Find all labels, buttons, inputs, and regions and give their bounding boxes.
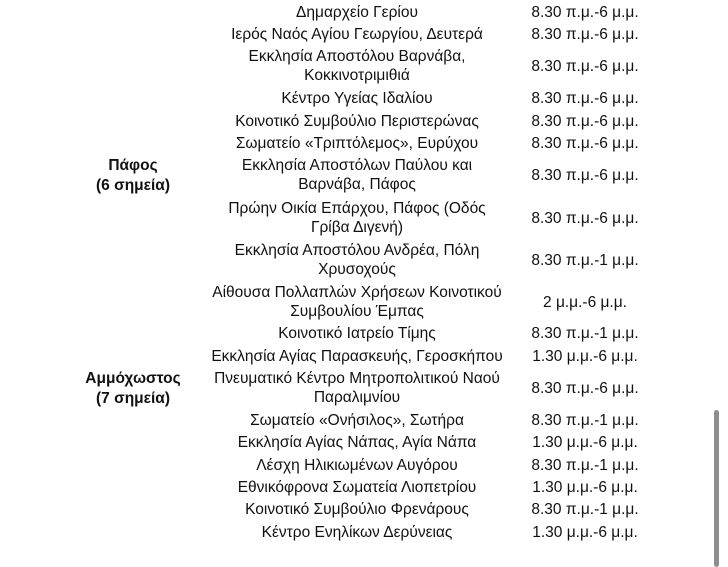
- location-cell: Ιερός Ναός Αγίου Γεωργίου, Δευτερά: [231, 26, 483, 43]
- location-cell: Εκκλησία Αποστόλου Ανδρέα, Πόλη Χρυσοχούς: [234, 242, 480, 278]
- hours-cell: 8.30 π.μ.-1 μ.μ.: [531, 457, 639, 474]
- location-cell: Δημαρχείο Γερίου: [296, 4, 418, 21]
- location-cell: Λέσχη Ηλικιωμένων Αυγόρου: [256, 457, 458, 474]
- hours-cell: 1.30 μ.μ.-6 μ.μ.: [532, 348, 638, 365]
- hours-cell: 8.30 π.μ.-6 μ.μ.: [531, 135, 639, 152]
- hours-cell: 8.30 π.μ.-6 μ.μ.: [531, 210, 639, 227]
- hours-cell: 8.30 π.μ.-6 μ.μ.: [531, 26, 639, 43]
- district-label-ammochostos: [66, 369, 200, 409]
- location-cell: Εκκλησία Αγίας Παρασκευής, Γεροσκήπου: [211, 348, 503, 365]
- hours-cell: 8.30 π.μ.-6 μ.μ.: [531, 380, 639, 397]
- hours-cell: 8.30 π.μ.-6 μ.μ.: [531, 4, 639, 21]
- hours-cell: 2 μ.μ.-6 μ.μ.: [543, 294, 627, 311]
- hours-cell: 8.30 π.μ.-1 μ.μ.: [531, 501, 639, 518]
- hours-cell: 8.30 π.μ.-6 μ.μ.: [531, 58, 639, 75]
- location-cell: Κέντρο Ενηλίκων Δερύνειας: [261, 524, 453, 541]
- district-name: Αμμόχωστος: [85, 370, 181, 387]
- hours-cell: 8.30 π.μ.-1 μ.μ.: [531, 325, 639, 342]
- district-label-pafos: [66, 156, 200, 196]
- location-cell: Εκκλησία Αποστόλων Παύλου και Βαρνάβα, Πάφος: [241, 157, 473, 193]
- location-cell: Σωματείο «Τριπτόλεμος», Ευρύχου: [235, 135, 479, 152]
- hours-cell: 8.30 π.μ.-1 μ.μ.: [531, 412, 639, 429]
- location-cell: Κοινοτικό Ιατρείο Τίμης: [278, 325, 436, 342]
- vertical-scrollbar[interactable]: [714, 410, 719, 567]
- hours-cell: 1.30 μ.μ.-6 μ.μ.: [532, 524, 638, 541]
- location-cell: Εκκλησία Αποστόλου Βαρνάβα, Κοκκινοτριμιθιά: [248, 48, 466, 84]
- location-cell: Κοινοτικό Συμβούλιο Φρενάρους: [245, 501, 469, 518]
- hours-cell: 8.30 π.μ.-6 μ.μ.: [531, 90, 639, 107]
- district-count: (7 σημεία): [96, 390, 170, 407]
- location-cell: Αίθουσα Πολλαπλών Χρήσεων Κοινοτικού Συμβουλίου Έμπας: [212, 284, 502, 320]
- location-cell: Κέντρο Υγείας Ιδαλίου: [281, 90, 433, 107]
- location-cell: Εκκλησία Αγίας Νάπας, Αγία Νάπα: [237, 434, 477, 451]
- location-cell: Πρώην Οικία Επάρχου, Πάφος (Οδός Γρίβα Διγενή): [228, 200, 486, 236]
- district-count: (6 σημεία): [96, 177, 170, 194]
- hours-cell: 1.30 μ.μ.-6 μ.μ.: [532, 434, 638, 451]
- hours-cell: 8.30 π.μ.-6 μ.μ.: [531, 167, 639, 184]
- location-cell: Εθνικόφρονα Σωματεία Λιοπετρίου: [237, 479, 477, 496]
- district-name: Πάφος: [108, 157, 158, 174]
- location-cell: Κοινοτικό Συμβούλιο Περιστερώνας: [235, 113, 479, 130]
- hours-cell: 8.30 π.μ.-6 μ.μ.: [531, 113, 639, 130]
- location-cell: Πνευματικό Κέντρο Μητροπολιτικού Ναού Παραλιμνίου: [214, 370, 500, 406]
- location-cell: Σωματείο «Ονήσιλος», Σωτήρα: [250, 412, 464, 429]
- hours-cell: 8.30 π.μ.-1 μ.μ.: [531, 252, 639, 269]
- hours-cell: 1.30 μ.μ.-6 μ.μ.: [532, 479, 638, 496]
